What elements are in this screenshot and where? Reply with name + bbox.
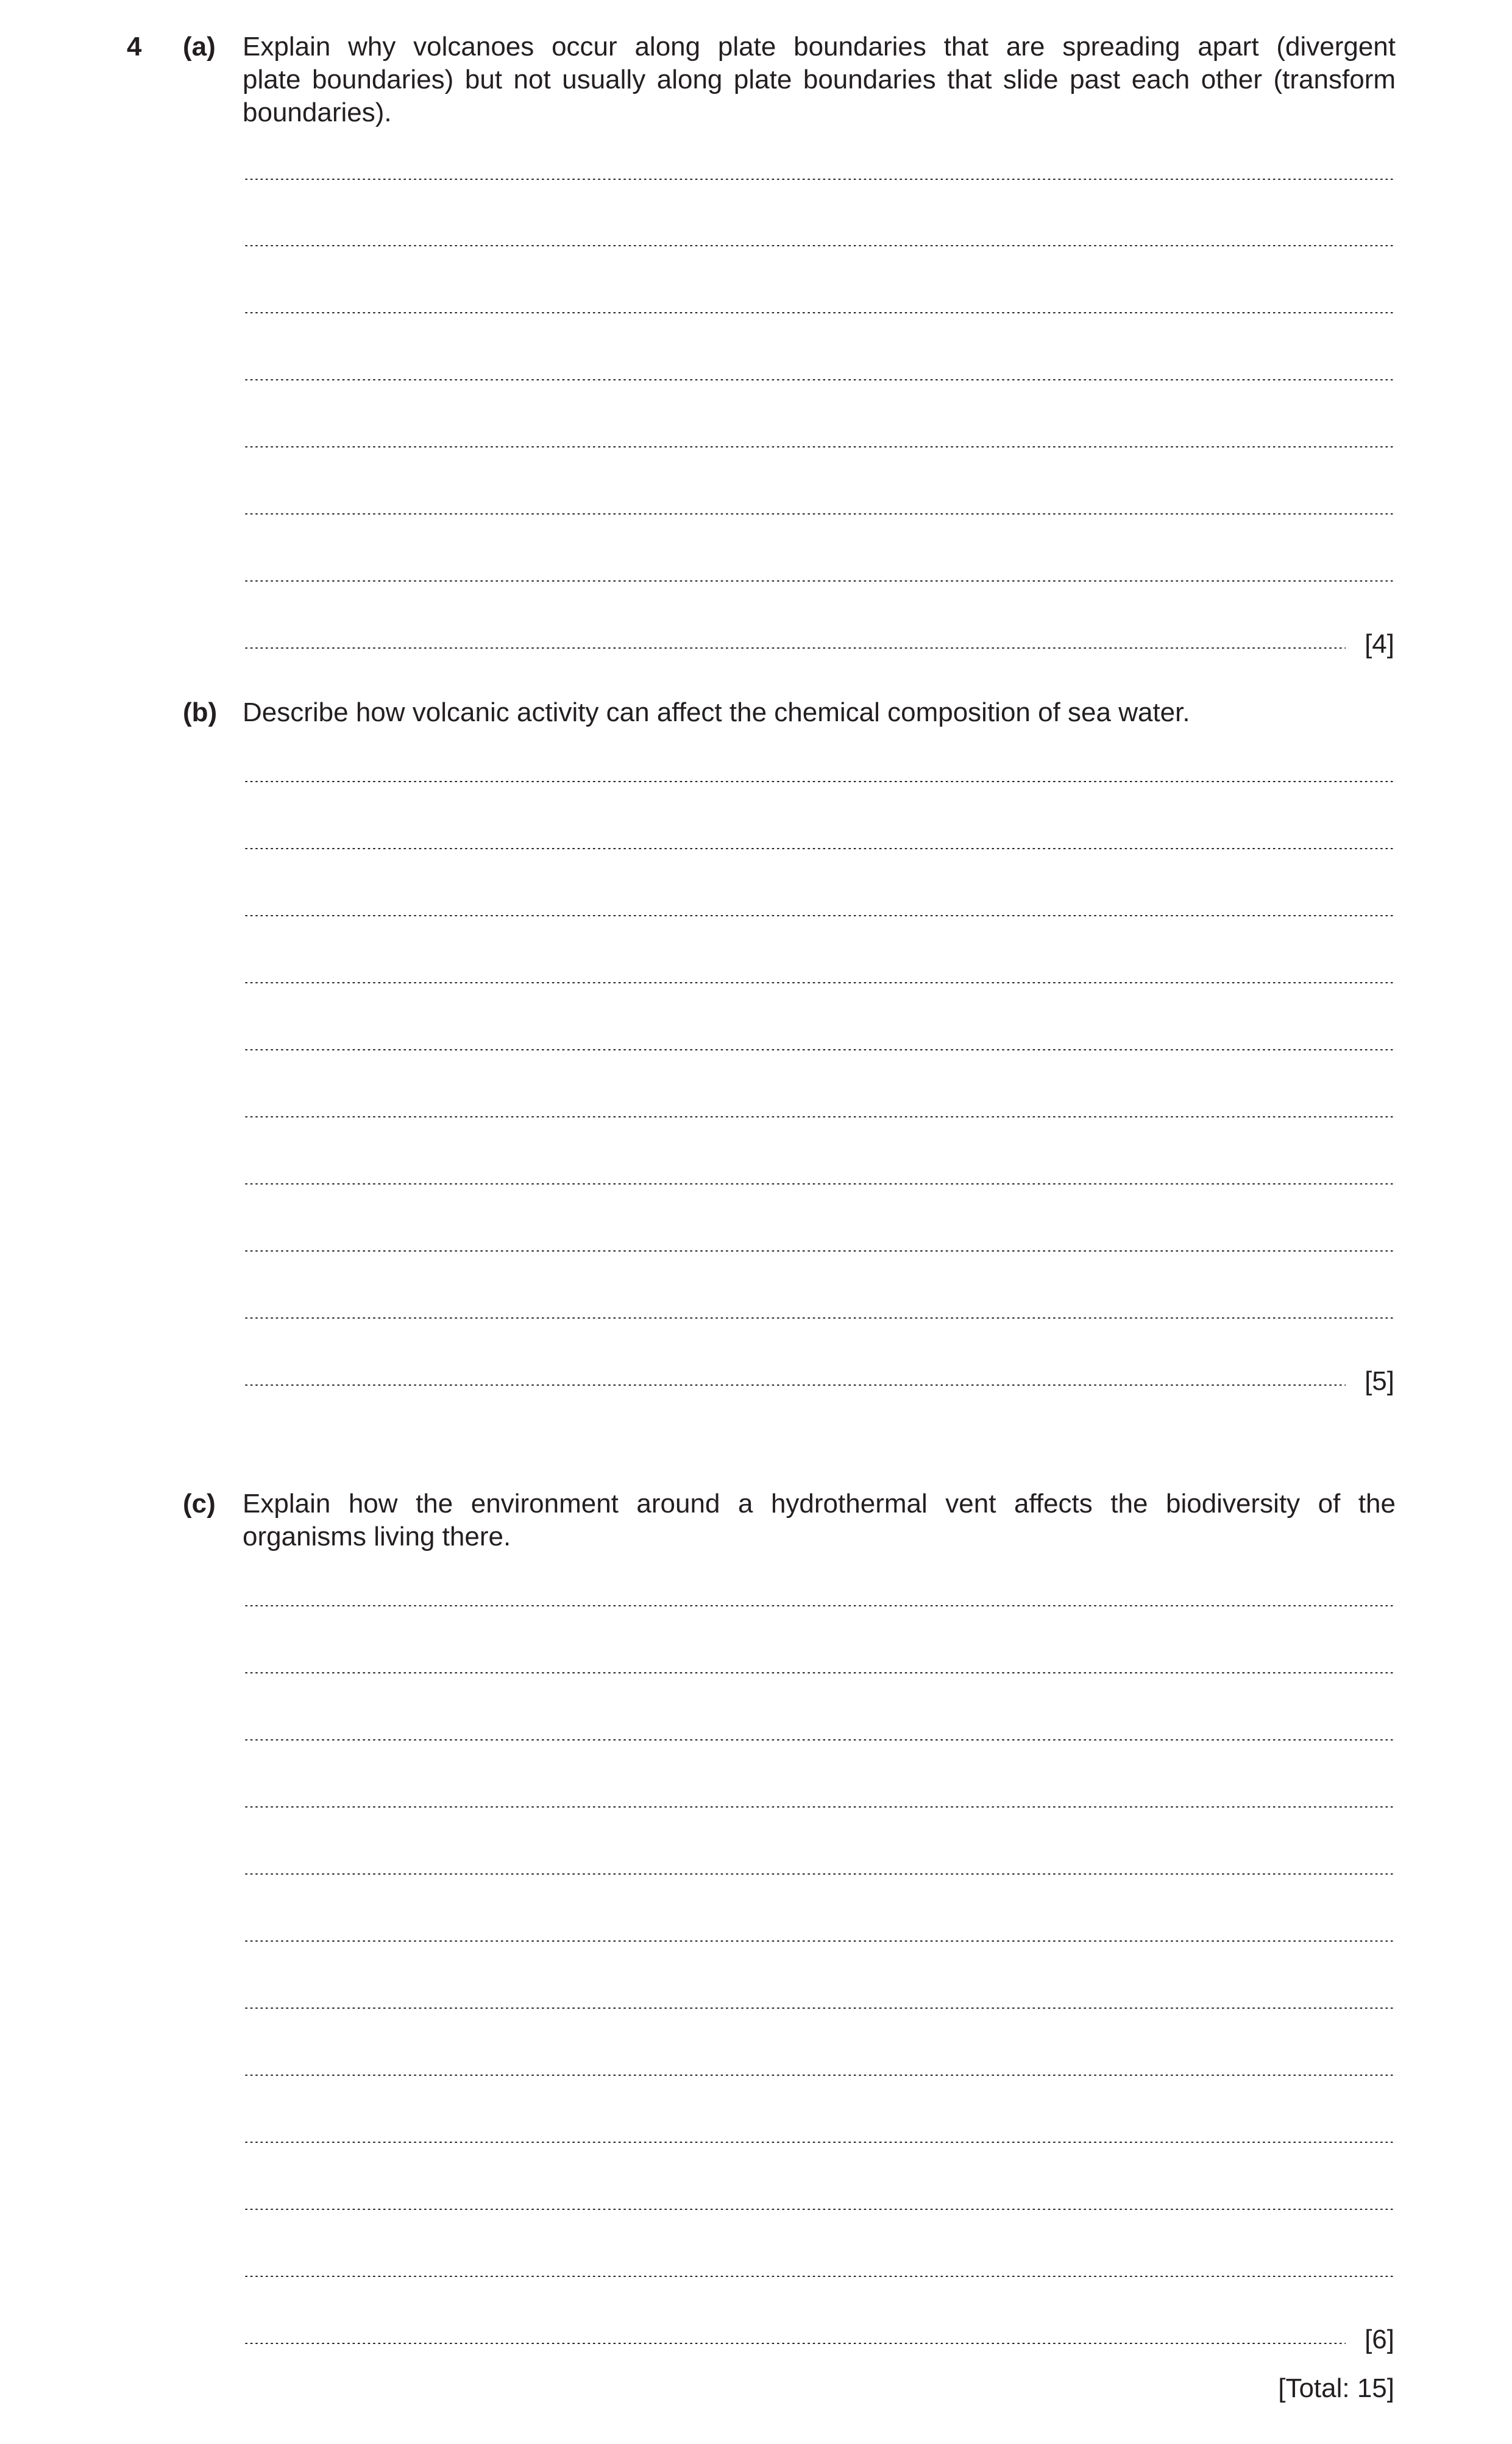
part-a-label: (a) <box>183 32 216 62</box>
answer-line[interactable] <box>244 647 1346 649</box>
part-b-line-1: Describe how volcanic activity can affect the chemical composition of sea water. <box>243 697 1190 727</box>
part-c-line-1: Explain how the environment around a hydrothermal vent affects the biodiversity of the <box>243 1489 1396 1519</box>
part-a-line-1: Explain why volcanoes occur along plate boundaries that are spreading apart (divergent <box>243 32 1396 62</box>
answer-line[interactable] <box>244 245 1396 246</box>
answer-line[interactable] <box>244 379 1396 380</box>
answer-line[interactable] <box>244 1605 1396 1606</box>
answer-line[interactable] <box>244 2343 1346 2344</box>
part-b-question <box>243 696 1396 729</box>
answer-line[interactable] <box>244 1317 1396 1319</box>
part-a-line-3: boundaries). <box>243 98 392 127</box>
answer-line[interactable] <box>244 1049 1396 1050</box>
answer-line[interactable] <box>244 1739 1396 1740</box>
total-marks: [Total: 15] <box>1278 2373 1394 2403</box>
part-a-marks: [4] <box>1365 629 1394 659</box>
answer-line[interactable] <box>244 2075 1396 2076</box>
answer-line[interactable] <box>244 1116 1396 1117</box>
answer-line[interactable] <box>244 2209 1396 2210</box>
part-a-question <box>243 30 1396 129</box>
answer-line[interactable] <box>244 1384 1346 1386</box>
answer-line[interactable] <box>244 2142 1396 2143</box>
answer-line[interactable] <box>244 1672 1396 1673</box>
part-a-line-2: plate boundaries) but not usually along plate boundaries that slide past each other (transform <box>243 65 1396 94</box>
answer-line[interactable] <box>244 1250 1396 1252</box>
part-c-question <box>243 1487 1396 1553</box>
answer-line[interactable] <box>244 1940 1396 1942</box>
part-b-marks: [5] <box>1365 1366 1394 1396</box>
answer-line[interactable] <box>244 781 1396 782</box>
answer-line[interactable] <box>244 580 1396 582</box>
answer-line[interactable] <box>244 848 1396 849</box>
answer-line[interactable] <box>244 1806 1396 1808</box>
answer-line[interactable] <box>244 982 1396 983</box>
answer-line[interactable] <box>244 513 1396 515</box>
part-c-marks: [6] <box>1365 2325 1394 2354</box>
answer-line[interactable] <box>244 179 1396 180</box>
answer-line[interactable] <box>244 1183 1396 1185</box>
part-b-label: (b) <box>183 697 218 727</box>
part-c-line-2: organisms living there. <box>243 1522 511 1552</box>
answer-line[interactable] <box>244 2276 1396 2277</box>
answer-line[interactable] <box>244 312 1396 313</box>
question-number: 4 <box>127 32 142 62</box>
answer-line[interactable] <box>244 2008 1396 2009</box>
answer-line[interactable] <box>244 915 1396 916</box>
part-c-label: (c) <box>183 1489 216 1519</box>
answer-line[interactable] <box>244 446 1396 447</box>
answer-line[interactable] <box>244 1873 1396 1875</box>
